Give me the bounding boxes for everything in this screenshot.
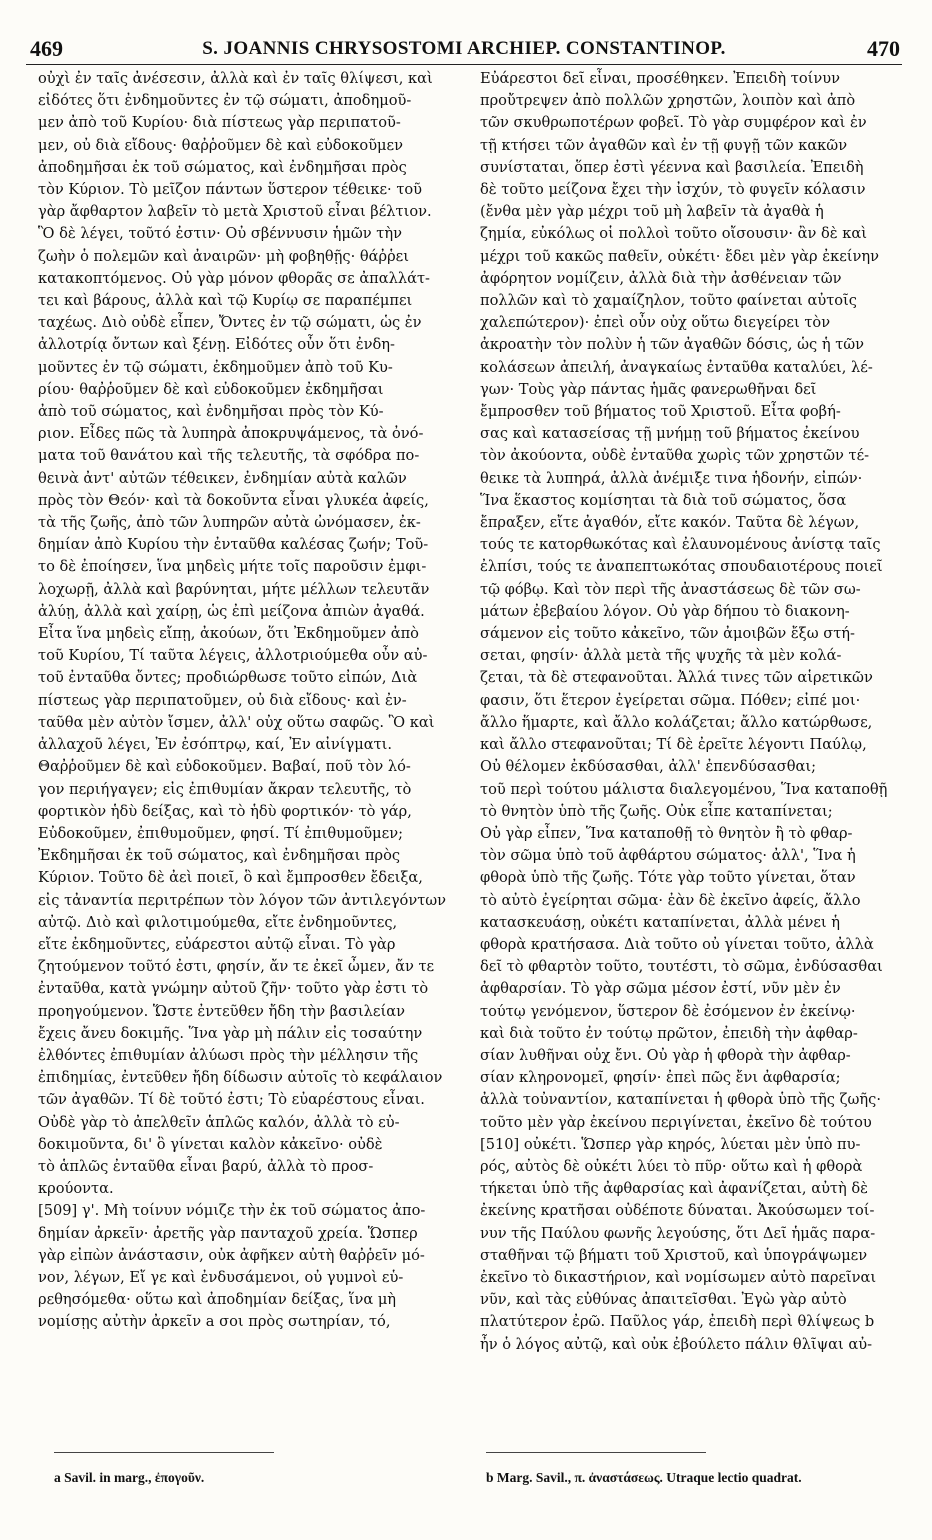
text-line: καὶ ἄλλο στεφανοῦται; Τί δὲ ἐρεῖτε λέγοντι Παύλῳ, (480, 736, 867, 754)
text-line: Εὐδοκοῦμεν, ἐπιθυμοῦμεν, φησί. Τί ἐπιθυμοῦμεν; (38, 824, 404, 842)
text-line: [509] γ'. Μὴ τοίνυν νόμιζε τὴν ἐκ τοῦ σώματος ἀπο- (38, 1202, 426, 1220)
text-line: ἀλύῃ, ἀλλὰ καὶ χαίρῃ, ὡς ἐπὶ μείζονα ἀπιὼν ἀγαθά. (38, 602, 425, 620)
text-line: μοῦντες ἐν τῷ σώματι, ἐκδημοῦμεν ἀπὸ τοῦ Κυ- (38, 358, 393, 376)
text-line: Θαῤῥοῦμεν δὲ καὶ εὐδοκοῦμεν. Βαβαί, ποῦ τὸν λό- (38, 758, 411, 776)
text-line: σάμενον εἰς τοῦτο κἀκεῖνο, τῶν ἀμοιβῶν ἔξω στή- (480, 625, 855, 643)
text-line: καὶ διὰ τοῦτο ἐν τούτῳ πρῶτον, ἐπειδὴ τὴν ἀφθαρ- (480, 1024, 858, 1042)
page-number-right: 470 (867, 36, 900, 61)
text-line: τὸ αὐτὸ ἐγείρηται σῶμα· ἐὰν δὲ ἐκεῖνο ἀφείς, ἄλλο (480, 891, 861, 909)
text-line: μέχρι τοῦ κακῶς παθεῖν, οὐκέτι· ἔδει μὲν γὰρ ἐκείνην (480, 247, 879, 265)
text-line: Εἶτα ἵνα μηδεὶς εἴπῃ, ἀκούων, ὅτι Ἐκδημοῦμεν ἀπὸ (38, 625, 419, 643)
text-line: ἀποδημῆσαι ἐκ τοῦ σώματος, καὶ ἐνδημῆσαι πρὸς (38, 158, 407, 176)
text-line: κρούοντα. (38, 1180, 114, 1198)
text-line: μεν, οὐ διὰ εἴδους· θαῤῥοῦμεν δὲ καὶ εὐδοκοῦμεν (38, 136, 403, 154)
text-line: γὰρ ἄφθαρτον λαβεῖν τὸ μετὰ Χριστοῦ εἶναι βέλτιον. (38, 203, 432, 221)
text-line: θεινὰ ἀντ' αὐτῶν τέθεικεν, ἐνδημίαν αὐτὰ καλῶν (38, 469, 407, 487)
text-line: ἀλλοτρίᾳ ὄντων καὶ ξένῃ. Εἰδότες οὖν ὅτι ἐνδη- (38, 336, 395, 354)
text-line: σίαν κληρονομεῖ, φησίν· ἐπεὶ πῶς ἔνι ἀφθαρσία; (480, 1069, 841, 1087)
text-line: πλατύτερον ἐρῶ. Παῦλος γάρ, ἐπειδὴ περὶ θλίψεως b (480, 1313, 875, 1331)
text-line: πρὸς τὸν Θεόν· καὶ τὰ δοκοῦντα εἶναι γλυκέα ἀφείς, (38, 491, 429, 509)
text-line: Οὐδὲ γὰρ τὸ ἀπελθεῖν ἁπλῶς καλόν, ἀλλὰ τὸ εὐ- (38, 1113, 400, 1131)
text-line: χαλεπώτερον)· ἐπεὶ οὖν οὐχ οὕτω διεγείρει τὸν (480, 314, 831, 332)
text-line: προὔτρεψεν ἀπὸ πολλῶν χρηστῶν, λοιπὸν καὶ ἀπὸ (480, 92, 856, 110)
text-line: ἔμπροσθεν τοῦ βήματος τοῦ Χριστοῦ. Εἶτα φοβή- (480, 403, 841, 421)
text-line: τει καὶ βάρους, ἀλλὰ καὶ τῷ Κυρίῳ σε παραπέμπει (38, 292, 413, 310)
text-line: δεῖ τὸ φθαρτὸν τοῦτο, τουτέστι, τὸ σῶμα, ἐνδύσασθαι (480, 958, 883, 976)
text-line: ἐνταῦθα, κατὰ γνώμην αὐτοῦ ζῆν· τοῦτο γὰρ ἐστι τὸ (38, 980, 429, 998)
footnote-left: a Savil. in marg., ἐπογοῦν. (54, 1470, 205, 1485)
text-line: Ἵνα ἕκαστος κομίσηται τὰ διὰ τοῦ σώματος, ὅσα (480, 491, 847, 509)
text-line: το δὲ ἐποίησεν, ἵνα μηδεὶς μήτε τοῖς παροῦσιν ἐμφι- (38, 558, 427, 576)
page-header (26, 34, 902, 65)
text-line: οὐχὶ ἐν ταῖς ἀνέσεσιν, ἀλλὰ καὶ ἐν ταῖς θλίψεσι, καὶ (38, 70, 433, 87)
running-title: S. JOANNIS CHRYSOSTOMI ARCHIEP. CONSTANTINOP. (202, 38, 726, 59)
text-line: ρεθησόμεθα· οὕτω καὶ ἀποδημίαν δείξας, ἵνα μὴ (38, 1291, 397, 1309)
text-line: δημίαν ἀπὸ Κυρίου τὴν ἐνταῦθα καλέσας ζωήν; Τοῦ- (38, 536, 429, 554)
text-line: κατακοπτόμενος. Οὐ γὰρ μόνον φθορᾶς σε ἀπαλλάτ- (38, 269, 430, 287)
text-line: τοῦτο μὲν γὰρ ἐκείνου περιγίνεται, ἐκεῖνο δὲ τούτου (480, 1113, 872, 1131)
text-line: Κύριον. Τοῦτο δὲ ἀεὶ ποιεῖ, ὃ καὶ ἔμπροσθεν ἔδειξα, (38, 869, 423, 887)
text-line: τὸν Κύριον. Τὸ μεῖζον πάντων ὕστερον τέθεικε· τοῦ (38, 181, 423, 199)
text-line: ἀκροατὴν τὸν πολὺν ἡ τῶν ἀγαθῶν δόσις, ὡς ἡ τῶν (480, 336, 865, 354)
footnote-right: b Marg. Savil., π. ἀναστάσεως. Utraque lectio quadrat. (486, 1470, 802, 1485)
text-line: ἐλθόντες ἐπιθυμίαν ἀλύωσι πρὸς τὴν μέλλησιν τῆς (38, 1046, 419, 1064)
text-line: τὸ ἁπλῶς ἐνταῦθα εἶναι βαρύ, ἀλλὰ τὸ προσ- (38, 1157, 374, 1175)
text-line: ταχέως. Διὸ οὐδὲ εἶπεν, Ὄντες ἐν τῷ σώματι, ὡς ἐν (38, 314, 422, 332)
text-line: Οὐ θέλομεν ἐκδύσασθαι, ἀλλ' ἐπενδύσασθαι; (480, 758, 817, 776)
right-text-column (480, 68, 900, 1356)
text-line: σας καὶ κατασείσας τῇ μνήμῃ τοῦ βήματος ἐκείνου (480, 425, 860, 443)
footnote-rule-right (486, 1452, 706, 1453)
text-line: ἀπὸ τοῦ σώματος, καὶ ἐνδημῆσαι πρὸς τὸν Κύ- (38, 403, 384, 421)
text-line: νον, λέγων, Εἴ γε καὶ ἐνδυσάμενοι, οὐ γυμνοὶ εὑ- (38, 1268, 404, 1286)
text-line: τὰ τῆς ζωῆς, ἀπὸ τῶν λυπηρῶν αὐτὰ ὠνόμασεν, ἐκ- (38, 514, 421, 532)
text-line: τούτῳ γενόμενον, ὕστερον δὲ ἐσόμενον ἐν ἐκείνῳ· (480, 1002, 856, 1020)
text-line: φασιν, ὅτι ἕτερον ἐγείρεται σῶμα. Πόθεν; εἰπέ μοι· (480, 691, 861, 709)
text-line: ριον. Εἶδες πῶς τὰ λυπηρὰ ἀποκρυψάμενος, τὰ ὀνό- (38, 425, 424, 443)
text-line: θεικε τὰ λυπηρά, ἀλλὰ ἀνέμιξε τινα ἡδονήν, εἰπών· (480, 469, 863, 487)
text-line: ζημία, εὐκόλως οἱ πολλοὶ τοῦτο οἴσουσιν· ἂν δὲ καὶ (480, 225, 867, 243)
left-text-column (38, 68, 458, 1334)
text-line: τῶν σκυθρωποτέρων φοβεῖ. Τὸ γὰρ συμφέρον καὶ ἐν (480, 114, 867, 132)
text-line: πολλῶν καὶ τὸ χαμαίζηλον, τοῦτο φαίνεται αὐτοῖς (480, 292, 857, 310)
text-line: ἐκείνης κρατῆσαι οὐδέποτε δύναται. Ἀκούσωμεν τοί- (480, 1202, 875, 1220)
text-line: εἰς τἀναντία περιτρέπων τὸν λόγον τῶν ἀντιλεγόντων (38, 891, 447, 909)
text-line: ζεται, τὰ δὲ στεφανοῦται. Ἀλλά τινες τῶν αἱρετικῶν (480, 669, 873, 687)
text-line: τῷ φόβῳ. Καὶ τὸν περὶ τῆς ἀναστάσεως δὲ τῶν σω- (480, 580, 861, 598)
text-line: Εὐάρεστοι δεῖ εἶναι, προσέθηκεν. Ἐπειδὴ τοίνυν (480, 70, 840, 87)
text-line: τὸν σῶμα ὑπὸ τοῦ ἀφθάρτου σώματος· ἀλλ', Ἵνα ἡ (480, 847, 856, 865)
text-line: συνίσταται, ὅπερ ἐστὶ γέεννα καὶ βασιλεία. Ἐπειδὴ (480, 158, 864, 176)
text-line: τούς τε κατορθωκότας καὶ ἐλαυνομένους ἀνίστᾳ ταῖς (480, 536, 881, 554)
text-line: τοῦ περὶ τούτου μάλιστα διαλεγομένου, Ἵνα καταποθῇ (480, 780, 888, 798)
text-line: σεται, φησίν· ἀλλὰ μετὰ τῆς ψυχῆς τὰ μὲν κολά- (480, 647, 842, 665)
text-line: τὸ θνητὸν ὑπὸ τῆς ζωῆς. Οὐκ εἶπε καταπίνεται; (480, 802, 833, 820)
text-line: ἄλλο ἥμαρτε, καὶ ἄλλο κολάζεται; ἄλλο κατώρθωσε, (480, 713, 873, 731)
text-line: ρός, αὐτὸς δὲ οὐκέτι λύει τὸ πῦρ· οὕτω καὶ ἡ φθορὰ (480, 1157, 863, 1175)
footnote-rule-left (54, 1452, 274, 1453)
text-line: ματα τοῦ θανάτου καὶ τῆς τελευτῆς, τὰ σφόδρα πο- (38, 447, 420, 465)
text-line: μεν ἀπὸ τοῦ Κυρίου· διὰ πίστεως γὰρ περιπατοῦ- (38, 114, 401, 132)
text-line: Οὐ γὰρ εἶπεν, Ἵνα καταποθῇ τὸ θνητὸν ἢ τὸ φθαρ- (480, 824, 853, 842)
text-line: σίαν λυθῆναι οὐχ ἔνι. Οὐ γὰρ ἡ φθορὰ τὴν ἀφθαρ- (480, 1046, 851, 1064)
text-line: σταθῆναι τῷ βήματι τοῦ Χριστοῦ, καὶ ὑπογράψωμεν (480, 1246, 868, 1264)
text-line: ἀφόρητον νομίζειν, ἀλλὰ διὰ τὴν ἀσθένειαν τῶν (480, 269, 842, 287)
text-line: τὸν ἀκούοντα, οὐδὲ ἐνταῦθα χωρὶς τῶν χρηστῶν τέ- (480, 447, 870, 465)
text-line: τοῦ Κυρίου, Τί ταῦτα λέγεις, ἀλλοτριούμεθα οὖν αὐ- (38, 647, 428, 665)
text-line: ζητούμενον τοῦτό ἐστι, φησίν, ἄν τε ἐκεῖ ὦμεν, ἄν τε (38, 958, 435, 976)
text-line: ἀφθαρσίαν. Τὸ γὰρ σῶμα μέσον ἐστί, νῦν μὲν ἐν (480, 980, 841, 998)
text-line: ἔχεις ἄνευ δοκιμῆς. Ἵνα γὰρ μὴ πάλιν εἰς τοσαύτην (38, 1024, 423, 1042)
text-line: ταῦθα μὲν αὐτὸν ἴσμεν, ἀλλ' οὐχ οὕτω σαφῶς. Ὃ καὶ (38, 713, 435, 731)
text-line: νυν τῆς Παύλου φωνῆς λεγούσης, ὅτι Δεῖ ἡμᾶς παρα- (480, 1224, 876, 1242)
text-line: πίστεως γὰρ περιπατοῦμεν, οὐ διὰ εἴδους· καὶ ἐν- (38, 691, 407, 709)
text-line: κατασκευάσῃ, οὐκέτι καταπίνεται, ἀλλὰ μένει ἡ (480, 913, 841, 931)
text-line: νομίσῃς αὐτὴν ἀρκεῖν a σοι πρὸς σωτηρίαν, τό, (38, 1313, 391, 1331)
text-line: τήκεται ὑπὸ τῆς ἀφθαρσίας καὶ ἀφανίζεται, αὐτὴ δὲ (480, 1180, 869, 1198)
text-line: δοκιμοῦντα, δι' ὃ γίνεται καλὸν κἀκεῖνο· οὐδὲ (38, 1135, 383, 1153)
text-line: ἀλλαχοῦ λέγει, Ἐν ἐσόπτρῳ, καί, Ἐν αἰνίγματι. (38, 736, 393, 754)
text-line: γὰρ εἰπὼν ἀνάστασιν, οὐκ ἀφῆκεν αὐτὴ θαῤῥεῖν μό- (38, 1246, 425, 1264)
text-line: ἐλπίσι, τούς τε ἀναπεπτωκότας σπουδαιοτέρους ποιεῖ (480, 558, 883, 576)
text-line: τῇ κτήσει τῶν ἀγαθῶν καὶ ἐν τῇ φυγῇ τῶν κακῶν (480, 136, 848, 154)
text-line: Ὃ δὲ λέγει, τοῦτό ἐστιν· Οὐ σβέννυσιν ἡμῶν τὴν (38, 225, 402, 243)
text-line: εἰδότες ὅτι ἐνδημοῦντες ἐν τῷ σώματι, ἀποδημοῦ- (38, 92, 412, 110)
text-line: ἔπραξεν, εἴτε ἀγαθόν, εἴτε κακόν. Ταῦτα δὲ λέγων, (480, 514, 860, 532)
text-line: μάτων ἐβεβαίου λόγον. Οὐ γὰρ δήπου τὸ διακονη- (480, 602, 850, 620)
text-line: γον περιήγαγεν; εἰς ἐπιθυμίαν ἄκραν τελευτῆς, τὸ (38, 780, 412, 798)
text-line: κολάσεων ἀπειλή, ἀναγκαίως ἐνταῦθα καταλύει, λέ- (480, 358, 873, 376)
text-line: (ἔνθα μὲν γὰρ μέχρι τοῦ μὴ λαβεῖν τὰ ἀγαθὰ ἡ (480, 203, 824, 221)
text-line: φθορὰ κρατήσασα. Διὰ τοῦτο οὐ γίνεται τοῦτο, ἀλλὰ (480, 935, 874, 953)
text-line: ἐπιδημίας, ἐντεῦθεν ἤδη δίδωσιν αὐτοῖς τὸ κεφάλαιον (38, 1069, 443, 1087)
text-line: δὲ τοῦτο μείζονα ἔχει τὴν ἰσχύν, τὸ φυγεῖν κόλασιν (480, 181, 866, 199)
text-line: Ἐκδημῆσαι ἐκ τοῦ σώματος, καὶ ἐνδημῆσαι πρὸς (38, 847, 401, 865)
text-line: ἐκεῖνο τὸ δικαστήριον, καὶ νομίσωμεν αὐτὸ παρεῖναι (480, 1268, 877, 1286)
text-line: φορτικὸν ἡδὺ δείξας, καὶ τὸ ἡδὺ φορτικόν· τὸ γάρ, (38, 802, 412, 820)
text-line: ἦν ὁ λόγος αὐτῷ, καὶ οὐκ ἐβούλετο πάλιν θλῖψαι αὐ- (480, 1335, 873, 1353)
page-number-left: 469 (30, 36, 63, 61)
text-line: τῶν ἀγαθῶν. Τί δὲ τοῦτό ἐστι; Τὸ εὐαρέστους εἶναι. (38, 1091, 425, 1109)
text-line: νῦν, καὶ τὰς εὐθύνας ἀπαιτεῖσθαι. Ἐγὼ γὰρ αὐτὸ (480, 1291, 847, 1309)
text-line: εἴτε ἐκδημοῦντες, εὐάρεστοι αὐτῷ εἶναι. Τὸ γὰρ (38, 935, 396, 953)
text-line: γων· Τοὺς γὰρ πάντας ἡμᾶς φανερωθῆναι δεῖ (480, 380, 817, 398)
text-line: [510] οὐκέτι. Ὥσπερ γὰρ κηρός, λύεται μὲν ὑπὸ πυ- (480, 1135, 861, 1153)
text-line: προηγούμενον. Ὥστε ἐντεῦθεν ἤδη τὴν βασιλείαν (38, 1002, 405, 1020)
text-line: φθορὰ ὑπὸ τῆς ζωῆς. Τότε γὰρ τοῦτο γίνεται, ὅταν (480, 869, 856, 887)
text-line: τοῦ ἐνταῦθα ὄντες; προδιώρθωσε τοῦτο εἰπών, Διὰ (38, 669, 418, 687)
text-line: δημίαν ἀρκεῖν· ἀρετῆς γὰρ πανταχοῦ χρεία. Ὥσπερ (38, 1224, 418, 1242)
text-line: λοχωρῇ, ἀλλὰ καὶ βαρύνηται, μήτε μέλλων τελευτᾶν (38, 580, 430, 598)
text-line: ζωὴν ὁ πολεμῶν καὶ ἀναιρῶν· μὴ φοβηθῇς· θάῤῥει (38, 247, 409, 265)
text-line: ρίου· θαῤῥοῦμεν δὲ καὶ εὐδοκοῦμεν ἐκδημῆσαι (38, 380, 384, 398)
text-line: ἀλλὰ τοὐναντίον, καταπίνεται ἡ φθορὰ ὑπὸ τῆς ζωῆς· (480, 1091, 881, 1109)
text-line: αὐτῷ. Διὸ καὶ φιλοτιμούμεθα, εἴτε ἐνδημοῦντες, (38, 913, 398, 931)
